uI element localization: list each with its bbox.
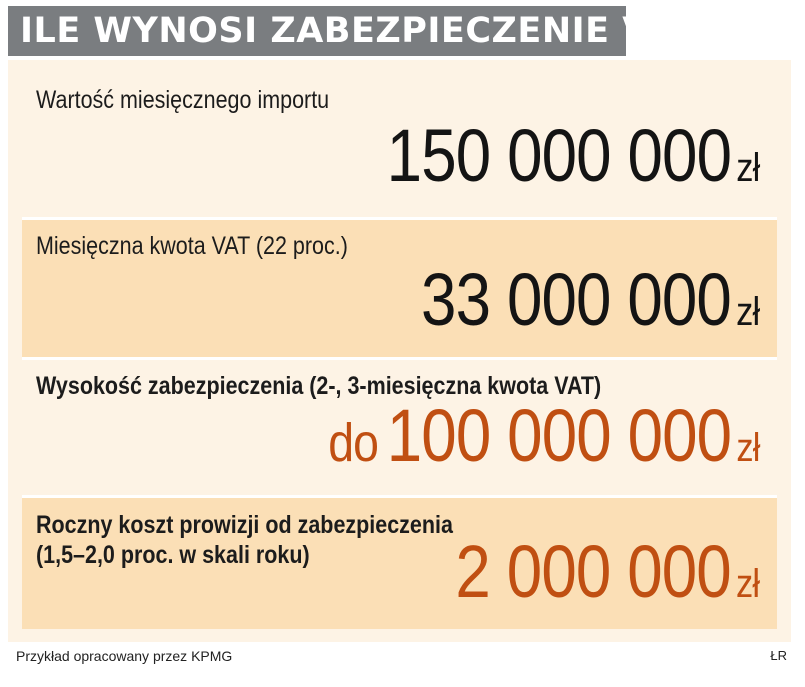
row-guarantee <box>22 360 777 495</box>
row-import-value <box>22 74 777 217</box>
title-bar <box>8 6 697 56</box>
row-value <box>420 258 759 349</box>
row-value <box>386 114 759 205</box>
label-line-1: Roczny koszt prowizji od zabezpieczenia <box>36 511 453 539</box>
row-label: Wysokość zabezpieczenia (2-, 3-miesięczna kwota VAT) <box>36 372 602 400</box>
row-value <box>455 530 759 621</box>
author-credit: ŁR <box>770 648 787 663</box>
value-prefix: do <box>327 413 378 473</box>
row-label <box>36 510 453 570</box>
value-unit: zł <box>735 426 759 470</box>
row-label: Wartość miesięcznego importu <box>36 86 330 114</box>
source-note: Przykład opracowany przez KPMG <box>16 648 233 664</box>
value-number: 100 000 000 <box>386 394 731 477</box>
row-monthly-vat <box>22 220 777 357</box>
label-line-2: (1,5–2,0 proc. w skali roku) <box>36 541 310 569</box>
info-panel <box>8 60 791 642</box>
row-value <box>327 394 759 485</box>
value-number: 2 000 000 <box>455 530 731 613</box>
value-number: 33 000 000 <box>420 258 731 341</box>
value-number: 150 000 000 <box>386 114 731 197</box>
value-unit: zł <box>735 146 759 190</box>
value-unit: zł <box>735 290 759 334</box>
row-annual-cost <box>22 498 777 629</box>
page-title: ILE WYNOSI ZABEZPIECZENIE VAT <box>20 11 697 51</box>
value-unit: zł <box>735 562 759 606</box>
row-label: Miesięczna kwota VAT (22 proc.) <box>36 232 348 260</box>
